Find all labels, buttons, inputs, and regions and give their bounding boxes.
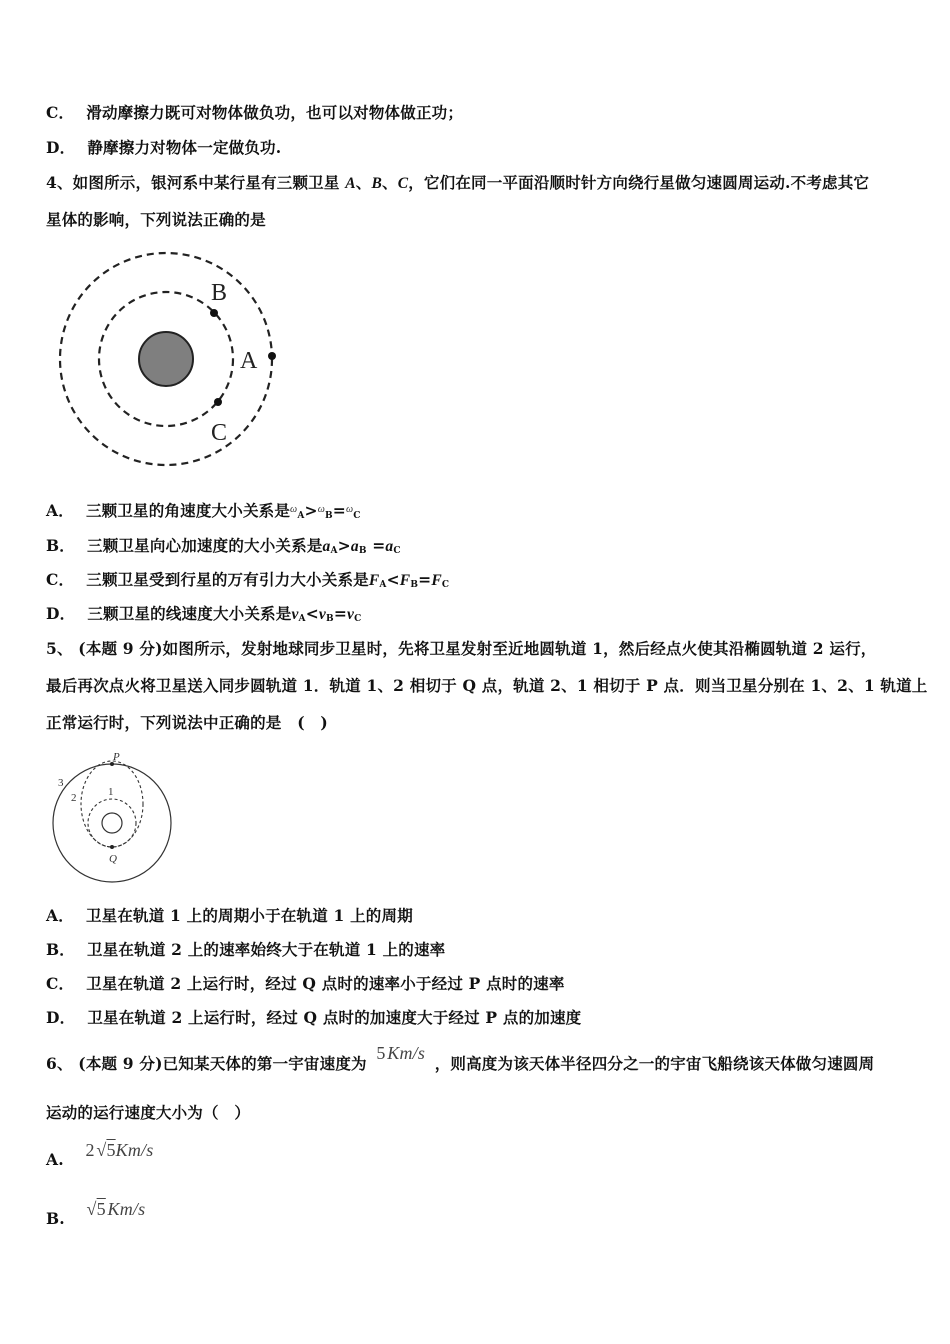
slash: / <box>141 1140 147 1160</box>
subscript: C <box>441 580 450 590</box>
sqrt-icon: √ <box>96 1140 107 1160</box>
option-text: 卫星在轨道 2 上运行时，经过 Q 点时的加速度大于经过 P 点的加速度 <box>87 1008 582 1027</box>
q6-stem-text: 6、 (本题 9 分)已知某天体的第一宇宙速度为 <box>46 1054 367 1073</box>
variable: F <box>431 572 442 589</box>
q6-stem-line2 <box>46 1101 250 1123</box>
subscript: B <box>324 511 333 521</box>
q4-orbit-figure <box>50 250 290 475</box>
label-b: B <box>211 280 228 306</box>
q6-stem-text: 运动的运行速度大小为（ ） <box>46 1103 251 1122</box>
variable: a <box>385 538 394 555</box>
relation: = <box>418 570 432 589</box>
q5-stem-text: 5、 (本题 9 分)如图所示，发射地球同步卫星时，先将卫星发射至近地圆轨道 1，然后经点火使其沿椭圆轨道 2 运行， <box>46 639 877 658</box>
q5-stem-text: 正常运行时，下列说法中正确的是 ( ) <box>46 713 328 732</box>
relation: = <box>332 501 346 520</box>
q5-option-d <box>46 1006 581 1028</box>
label-c: C <box>211 420 228 446</box>
q6-option-b <box>46 1199 146 1229</box>
q5-stem-line3 <box>46 711 328 733</box>
q4-stem-line1 <box>46 171 869 193</box>
label-a: A <box>240 348 258 374</box>
label-q: Q <box>109 853 117 865</box>
separator: 、 <box>355 173 372 192</box>
option-text: 三颗卫星受到行星的万有引力大小关系是 <box>86 570 369 589</box>
math-number: 2 <box>85 1140 95 1160</box>
subscript: B <box>326 614 334 624</box>
q6-option-a <box>46 1140 154 1170</box>
omega-symbol: ω <box>317 504 325 515</box>
variable: v <box>291 606 299 623</box>
option-text: 三颗卫星向心加速度的大小关系是 <box>87 536 323 555</box>
option-letter: B． <box>46 536 76 555</box>
earth <box>102 813 122 833</box>
q4-option-a <box>46 499 361 521</box>
math-number: 5 <box>106 1140 116 1160</box>
q6-stem-line1 <box>46 1043 875 1074</box>
q6-stem-text: ，则高度为该天体半径四分之一的宇宙飞船绕该天体做匀速圆周 <box>434 1054 875 1073</box>
option-text: 三颗卫星的线速度大小关系是 <box>87 604 292 623</box>
q4-stem-line2 <box>46 208 266 230</box>
separator: 、 <box>381 173 398 192</box>
option-letter: C． <box>46 570 75 589</box>
satellite-c-label: C <box>397 175 409 192</box>
subscript: A <box>379 580 387 590</box>
given-velocity <box>376 1043 425 1063</box>
q3-option-d <box>46 136 281 158</box>
relation: < <box>305 604 319 623</box>
option-letter: A． <box>46 501 74 520</box>
option-text: 卫星在轨道 2 上运行时，经过 Q 点时的速率小于经过 P 点时的速率 <box>86 974 565 993</box>
label-2: 2 <box>71 792 77 804</box>
math-unit: s <box>417 1043 426 1063</box>
math-unit: Km <box>107 1199 133 1219</box>
relation: = <box>333 604 348 623</box>
subscript: B <box>358 546 367 556</box>
subscript: A <box>330 546 338 556</box>
option-text: 卫星在轨道 2 上的速率始终大于在轨道 1 上的速率 <box>87 940 446 959</box>
q4-option-c <box>46 568 449 590</box>
variable: v <box>318 606 327 623</box>
option-letter: A. <box>46 1150 64 1169</box>
variable: F <box>368 572 380 589</box>
option-letter: C． <box>46 103 75 122</box>
relation: < <box>386 570 400 589</box>
option-letter: A． <box>46 906 74 925</box>
slash: / <box>132 1199 139 1219</box>
option-letter: D． <box>46 1008 76 1027</box>
q5-stem-text: 最后再次点火将卫星送入同步圆轨道 1．轨道 1、2 相切于 Q 点，轨道 2、1 相切于 P 点．则当卫星分别在 1、2、1 轨道上 <box>46 676 928 695</box>
label-3: 3 <box>58 777 64 789</box>
subscript: A <box>297 511 305 521</box>
relation: > <box>337 536 351 555</box>
q5-stem-line2 <box>46 674 928 696</box>
option-letter: D． <box>46 604 76 623</box>
option-text: 静摩擦力对物体一定做负功. <box>87 138 282 157</box>
math-unit: Km <box>387 1043 413 1063</box>
subscript: A <box>298 614 306 624</box>
relation: = <box>366 536 386 555</box>
q5-option-c <box>46 972 565 994</box>
math-unit: s <box>146 1140 154 1160</box>
option-b-math <box>87 1199 146 1219</box>
q5-stem-line1 <box>46 637 877 659</box>
q4-stem-text-cont: ，它们在同一平面沿顺时针方向绕行星做匀速圆周运动.不考虑其它 <box>408 173 870 192</box>
sqrt-icon: √ <box>86 1199 97 1219</box>
option-letter: C． <box>46 974 75 993</box>
subscript: B <box>410 580 419 590</box>
omega-symbol: ω <box>290 504 298 515</box>
option-a-math <box>85 1140 153 1160</box>
option-letter: B． <box>46 940 76 959</box>
option-letter: B. <box>46 1209 65 1228</box>
label-1: 1 <box>108 786 114 798</box>
omega-symbol: ω <box>345 504 354 515</box>
q3-option-c <box>46 101 463 123</box>
option-text: 三颗卫星的角速度大小关系是 <box>85 501 291 520</box>
subscript: C <box>354 614 362 624</box>
satellite-a-label: A <box>345 175 356 192</box>
satellite-b-dot <box>210 309 218 317</box>
satellite-a-dot <box>268 352 276 360</box>
variable: F <box>399 572 411 589</box>
point-q <box>110 845 114 849</box>
variable: a <box>322 538 331 555</box>
option-text: 滑动摩擦力既可对物体做负功，也可以对物体做正功； <box>86 103 464 122</box>
q4-option-b <box>46 534 401 556</box>
option-letter: D． <box>46 138 76 157</box>
variable: a <box>350 538 359 555</box>
label-p: P <box>113 751 120 763</box>
satellite-b-label: B <box>371 175 382 192</box>
option-text: 卫星在轨道 1 上的周期小于在轨道 1 上的周期 <box>85 906 413 925</box>
q5-orbit-figure <box>46 744 176 884</box>
math-number: 5 <box>96 1199 106 1219</box>
variable: v <box>347 606 355 623</box>
relation: > <box>304 501 318 520</box>
subscript: C <box>353 511 361 521</box>
slash: / <box>412 1043 418 1063</box>
math-unit: Km <box>115 1140 142 1160</box>
math-number: 5 <box>376 1043 386 1063</box>
q5-option-a <box>46 904 413 926</box>
math-unit: s <box>138 1199 146 1219</box>
planet <box>139 332 193 386</box>
q4-option-d <box>46 602 361 624</box>
subscript: C <box>393 546 401 556</box>
q4-stem-text: 4、如图所示，银河系中某行星有三颗卫星 <box>46 173 346 192</box>
q5-option-b <box>46 938 445 960</box>
satellite-c-dot <box>214 398 222 406</box>
q4-stem-text: 星体的影响，下列说法正确的是 <box>46 210 266 229</box>
